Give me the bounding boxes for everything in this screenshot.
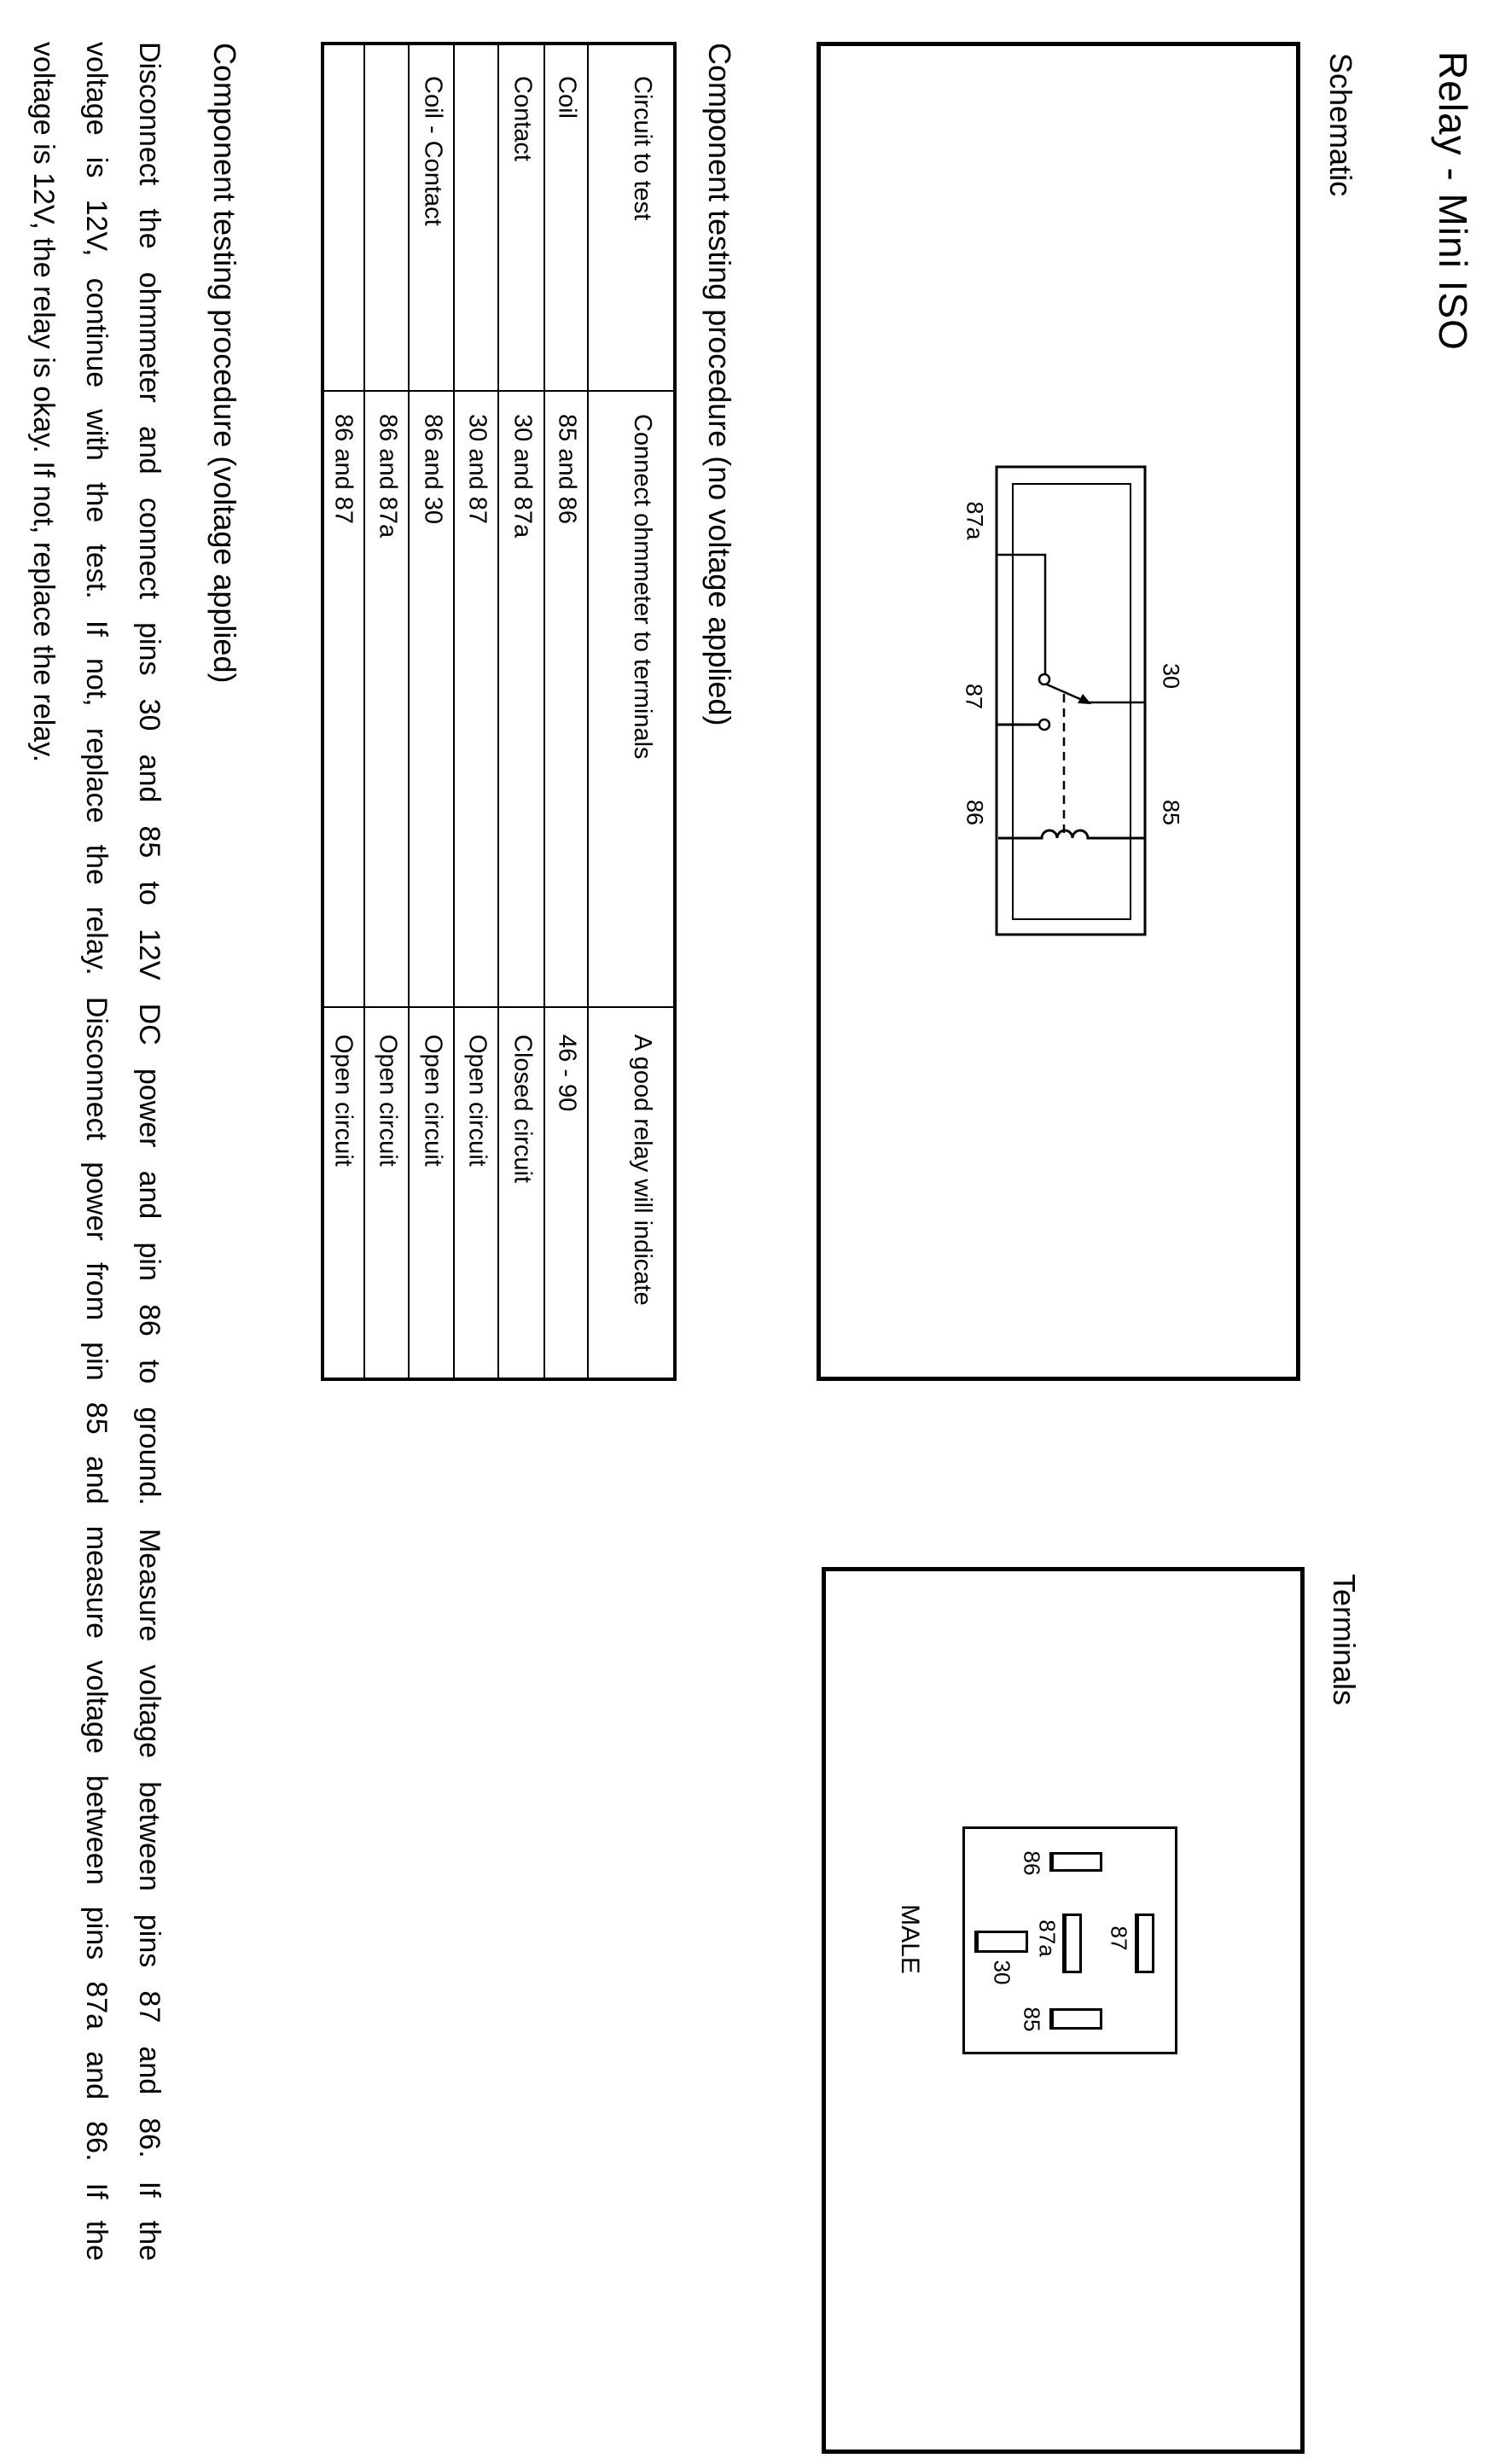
table-row-divider	[408, 45, 410, 1378]
paragraph-line: voltage is 12V, the relay is okay. If not, replace the relay.	[27, 42, 60, 763]
schematic-terminal-label-87: 87	[961, 683, 987, 710]
pin-86	[1049, 1852, 1102, 1872]
pin-87	[1135, 1914, 1154, 1973]
procedure-no-voltage-heading: Component testing procedure (no voltage applied)	[702, 43, 737, 726]
procedure-voltage-heading: Component testing procedure (voltage applied)	[207, 43, 242, 684]
pin-label-87: 87	[1106, 1925, 1132, 1951]
table-cell: Open circuit	[374, 1034, 402, 1167]
pin-label-85: 85	[1019, 2007, 1045, 2032]
table-cell: 30 and 87	[463, 414, 491, 525]
table-cell: Contact	[509, 76, 537, 161]
relay-body-outer-rect	[997, 467, 1145, 935]
connector-gender-label: MALE	[896, 1904, 924, 1974]
table-cell: 86 and 87	[329, 414, 357, 525]
schematic-terminal-label-86: 86	[962, 799, 988, 826]
relay-schematic-drawing	[821, 46, 1296, 1377]
schematic-box	[817, 42, 1300, 1381]
lead-87a	[997, 555, 1045, 674]
table-row-divider	[363, 45, 365, 1378]
table-row-divider	[497, 45, 499, 1378]
page-title: Relay - Mini ISO	[1431, 51, 1475, 351]
table-cell: Coil - Contact	[419, 76, 447, 226]
table-cell: 46 - 90	[553, 1034, 581, 1112]
schematic-terminal-label-87a: 87a	[962, 501, 988, 540]
pin-label-30: 30	[989, 1960, 1015, 1985]
contact-87	[1039, 719, 1049, 730]
coil-symbol	[998, 830, 1145, 838]
table-cell: 30 and 87a	[509, 414, 537, 539]
table-row-divider	[543, 45, 545, 1378]
schematic-terminal-label-30: 30	[1158, 662, 1184, 690]
pin-87a	[1062, 1914, 1082, 1973]
schematic-terminal-label-85: 85	[1158, 799, 1184, 826]
table-header-indicate: A good relay will indicate	[629, 1034, 656, 1306]
table-row-divider	[453, 45, 455, 1378]
pin-85	[1049, 2008, 1102, 2030]
schematic-section-label: Schematic	[1323, 53, 1358, 197]
paragraph-line: Disconnect the ohmmeter and connect pins 30 and 85 to 12V DC power and pin 86 to ground. Measure voltage between pins 87 and 86. If the	[133, 42, 166, 2261]
table-header-circuit: Circuit to test	[629, 76, 656, 221]
table-cell: 85 and 86	[553, 414, 581, 525]
table-cell: 86 and 87a	[374, 414, 402, 539]
table-cell: Open circuit	[329, 1034, 357, 1167]
paragraph-line: voltage is 12V, continue with the test. If not, replace the relay. Disconnect power from pin 85 and measure voltage between pins 87a and 86. If the	[80, 42, 113, 2261]
table-cell: Open circuit	[419, 1034, 447, 1167]
table-cell: Closed circuit	[509, 1034, 537, 1184]
table-header-ohmmeter: Connect ohmmeter to terminals	[629, 414, 656, 760]
test-table	[321, 42, 677, 1381]
contact-87a	[1039, 674, 1049, 684]
procedure-voltage-paragraph	[17, 42, 176, 2261]
table-cell: Open circuit	[463, 1034, 491, 1167]
pin-label-87a: 87a	[1034, 1919, 1061, 1957]
terminals-section-label: Terminals	[1327, 1574, 1362, 1706]
terminals-box	[822, 1567, 1305, 2454]
table-cell: Coil	[553, 76, 581, 119]
table-cell: 86 and 30	[419, 414, 447, 525]
table-row-divider	[587, 45, 589, 1378]
pin-30	[974, 1931, 1028, 1953]
pin-label-86: 86	[1019, 1850, 1045, 1876]
